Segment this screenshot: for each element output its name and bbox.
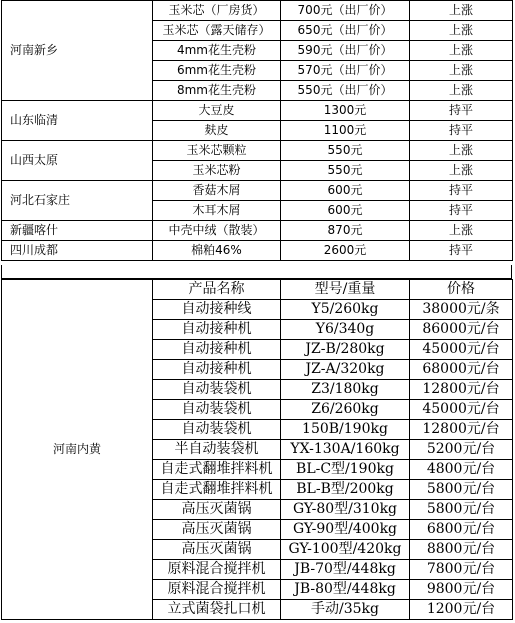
price-cell: 1200元/台 xyxy=(410,600,513,620)
model-cell: JB-70型/448kg xyxy=(281,560,410,580)
region-cell: 河南新乡 xyxy=(2,1,153,101)
product-name-cell: 原料混合搅拌机 xyxy=(153,560,281,580)
table-row xyxy=(2,181,513,201)
product-name-cell: 自走式翻堆拌料机 xyxy=(153,460,281,480)
product-name-cell: 自动装袋机 xyxy=(153,380,281,400)
product-name-cell: 高压灭菌锅 xyxy=(153,540,281,560)
price-cell: 1100元 xyxy=(281,121,410,141)
model-cell: Z3/180kg xyxy=(281,380,410,400)
trend-cell: 持平 xyxy=(410,121,513,141)
table-row xyxy=(2,241,513,261)
table-row xyxy=(2,101,513,121)
price-cell: 12800元/台 xyxy=(410,420,513,440)
product-cell: 麸皮 xyxy=(153,121,281,141)
region-cell: 四川成都 xyxy=(2,241,153,261)
region-cell: 山西太原 xyxy=(2,141,153,181)
region-cell: 山东临清 xyxy=(2,101,153,141)
product-name-cell: 自动装袋机 xyxy=(153,420,281,440)
header-price: 价格 xyxy=(410,280,513,300)
product-name-cell: 自动接种机 xyxy=(153,340,281,360)
region-cell: 河南内黄 xyxy=(2,280,153,620)
model-cell: Y6/340g xyxy=(281,320,410,340)
price-cell: 550元 xyxy=(281,141,410,161)
product-name-cell: 高压灭菌锅 xyxy=(153,520,281,540)
model-cell: JZ-A/320kg xyxy=(281,360,410,380)
product-cell: 玉米芯粉 xyxy=(153,161,281,181)
product-name-cell: 自动接种机 xyxy=(153,320,281,340)
product-cell: 6mm花生壳粉 xyxy=(153,61,281,81)
trend-cell: 持平 xyxy=(410,241,513,261)
product-cell: 木耳木屑 xyxy=(153,201,281,221)
price-cell: 4800元/台 xyxy=(410,460,513,480)
price-cell: 5800元/台 xyxy=(410,480,513,500)
price-cell: 590元（出厂价） xyxy=(281,41,410,61)
model-cell: JZ-B/280kg xyxy=(281,340,410,360)
product-name-cell: 半自动装袋机 xyxy=(153,440,281,460)
trend-cell: 上涨 xyxy=(410,221,513,241)
model-cell: BL-B型/200kg xyxy=(281,480,410,500)
model-cell: GY-80型/310kg xyxy=(281,500,410,520)
product-name-cell: 自动接种线 xyxy=(153,300,281,320)
price-cell: 5800元/台 xyxy=(410,500,513,520)
price-cell: 600元 xyxy=(281,181,410,201)
price-cell: 870元 xyxy=(281,221,410,241)
trend-cell: 持平 xyxy=(410,201,513,221)
trend-cell: 持平 xyxy=(410,181,513,201)
price-cell: 8800元/台 xyxy=(410,540,513,560)
header-model: 型号/重量 xyxy=(281,280,410,300)
section-divider xyxy=(1,265,512,279)
model-cell: 150B/190kg xyxy=(281,420,410,440)
trend-cell: 上涨 xyxy=(410,1,513,21)
region-cell: 新疆喀什 xyxy=(2,221,153,241)
trend-cell: 上涨 xyxy=(410,81,513,101)
product-cell: 棉粕46% xyxy=(153,241,281,261)
model-cell: GY-100型/420kg xyxy=(281,540,410,560)
trend-cell: 上涨 xyxy=(410,161,513,181)
trend-cell: 上涨 xyxy=(410,41,513,61)
table-row xyxy=(2,1,513,21)
price-cell: 5200元/台 xyxy=(410,440,513,460)
product-cell: 大豆皮 xyxy=(153,101,281,121)
model-cell: 手动/35kg xyxy=(281,600,410,620)
price-cell: 68000元/台 xyxy=(410,360,513,380)
model-cell: Y5/260kg xyxy=(281,300,410,320)
price-cell: 700元（出厂价） xyxy=(281,1,410,21)
price-cell: 650元（出厂价） xyxy=(281,21,410,41)
product-name-cell: 自动装袋机 xyxy=(153,400,281,420)
price-cell: 2600元 xyxy=(281,241,410,261)
model-cell: Z6/260kg xyxy=(281,400,410,420)
product-cell: 4mm花生壳粉 xyxy=(153,41,281,61)
trend-cell: 持平 xyxy=(410,101,513,121)
product-cell: 玉米芯（厂房货） xyxy=(153,1,281,21)
price-cell: 1300元 xyxy=(281,101,410,121)
price-cell: 570元（出厂价） xyxy=(281,61,410,81)
product-cell: 玉米芯（露天储存） xyxy=(153,21,281,41)
price-cell: 550元 xyxy=(281,161,410,181)
region-cell: 河北石家庄 xyxy=(2,181,153,221)
price-cell: 45000元/台 xyxy=(410,400,513,420)
price-cell: 7800元/台 xyxy=(410,560,513,580)
product-cell: 8mm花生壳粉 xyxy=(153,81,281,101)
product-name-cell: 自走式翻堆拌料机 xyxy=(153,480,281,500)
price-cell: 550元（出厂价） xyxy=(281,81,410,101)
price-cell: 9800元/台 xyxy=(410,580,513,600)
trend-cell: 上涨 xyxy=(410,21,513,41)
price-cell: 600元 xyxy=(281,201,410,221)
price-cell: 86000元/台 xyxy=(410,320,513,340)
model-cell: BL-C型/190kg xyxy=(281,460,410,480)
header-row xyxy=(2,280,513,300)
product-cell: 中壳中绒（散装） xyxy=(153,221,281,241)
product-name-cell: 高压灭菌锅 xyxy=(153,500,281,520)
model-cell: YX-130A/160kg xyxy=(281,440,410,460)
header-name: 产品名称 xyxy=(153,280,281,300)
product-cell: 香菇木屑 xyxy=(153,181,281,201)
product-name-cell: 自动接种机 xyxy=(153,360,281,380)
price-cell: 12800元/台 xyxy=(410,380,513,400)
price-cell: 38000元/条 xyxy=(410,300,513,320)
product-name-cell: 立式菌袋扎口机 xyxy=(153,600,281,620)
model-cell: GY-90型/400kg xyxy=(281,520,410,540)
price-table-equipment xyxy=(1,279,513,620)
product-cell: 玉米芯颗粒 xyxy=(153,141,281,161)
table-row xyxy=(2,141,513,161)
trend-cell: 上涨 xyxy=(410,141,513,161)
price-table-raw-materials xyxy=(1,0,513,261)
trend-cell: 上涨 xyxy=(410,61,513,81)
price-cell: 45000元/台 xyxy=(410,340,513,360)
price-cell: 6800元/台 xyxy=(410,520,513,540)
product-name-cell: 原料混合搅拌机 xyxy=(153,580,281,600)
table-row xyxy=(2,221,513,241)
model-cell: JB-80型/448kg xyxy=(281,580,410,600)
